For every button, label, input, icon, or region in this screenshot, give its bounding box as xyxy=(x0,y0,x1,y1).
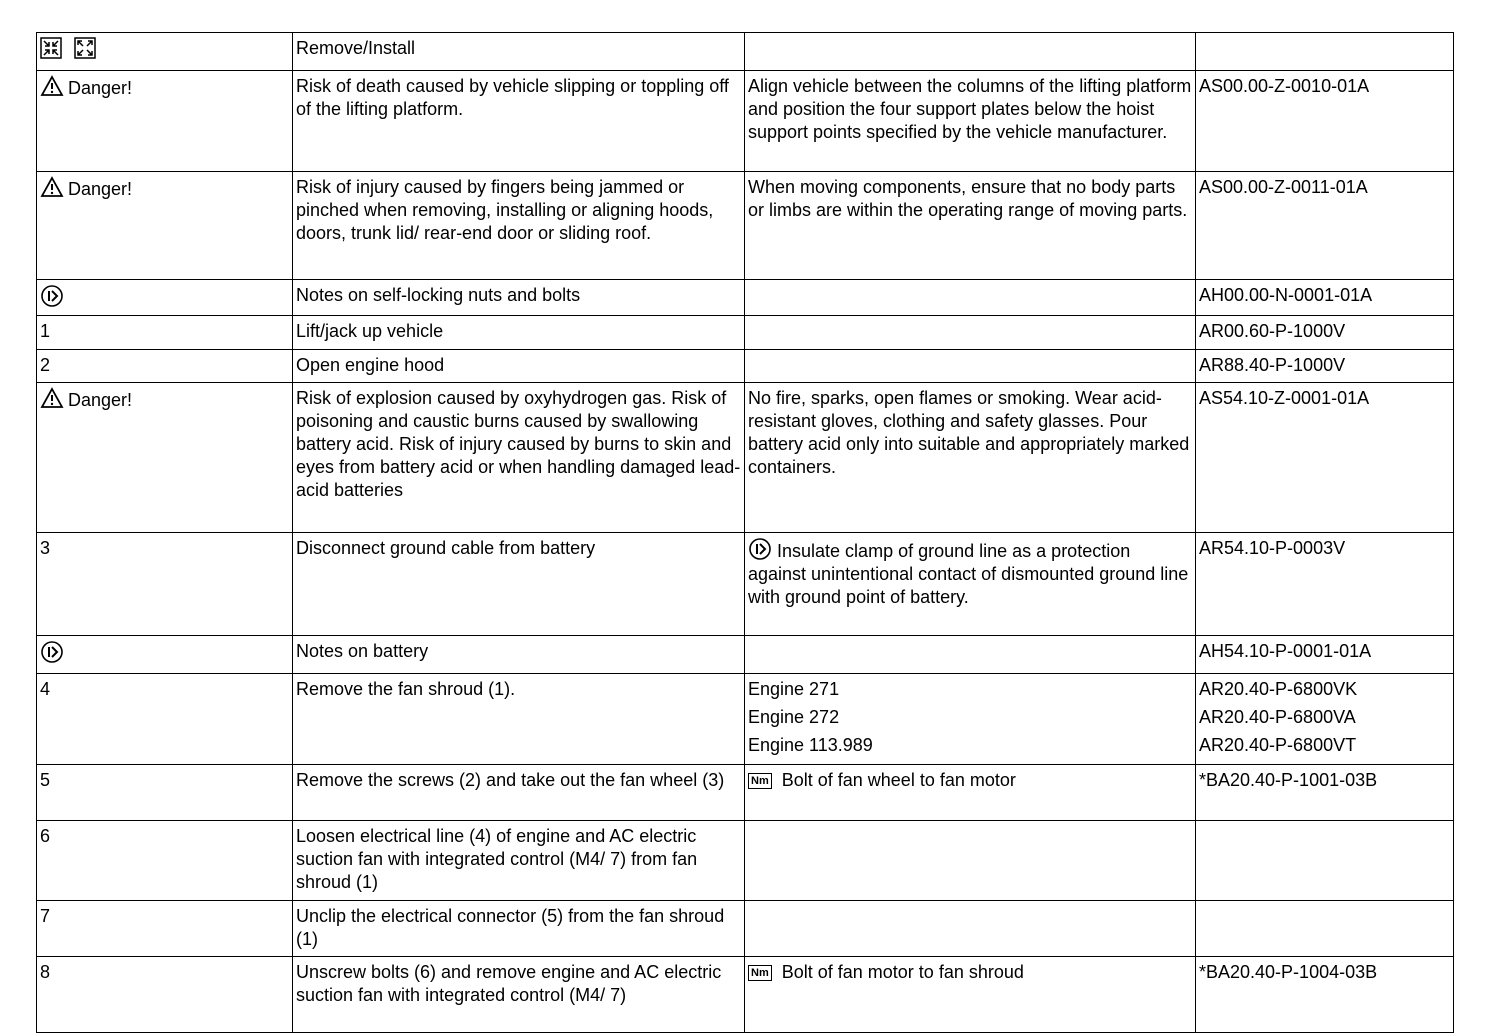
danger-label: Danger! xyxy=(68,78,133,98)
torque-icon: Nm xyxy=(748,773,772,789)
table-row xyxy=(37,765,1454,821)
step-cell: 7 xyxy=(37,901,293,957)
detail-text: Bolt of fan wheel to fan motor xyxy=(781,770,1016,790)
detail-cell xyxy=(745,280,1196,316)
table-row xyxy=(37,533,1454,636)
task-cell: Unclip the electrical connector (5) from the fan shroud (1) xyxy=(293,901,745,957)
detail-cell xyxy=(745,350,1196,383)
detail-cell xyxy=(745,821,1196,901)
remove-icon xyxy=(40,37,62,59)
detail-cell: When moving components, ensure that no body parts or limbs are within the operating range of moving parts. xyxy=(745,172,1196,280)
ref-cell: AH00.00-N-0001-01A xyxy=(1196,280,1454,316)
engine-label: Engine 113.989 xyxy=(748,735,873,755)
task-cell: Risk of explosion caused by oxyhydrogen gas. Risk of poisoning and caustic burns caused by swallowing battery acid. Risk of injury caused by burns to skin and eyes from battery acid or when handling damaged lead-acid batteries xyxy=(293,383,745,533)
ref-cell xyxy=(1196,901,1454,957)
ref-link: AR20.40-P-6800VA xyxy=(1199,707,1356,727)
step-cell xyxy=(37,636,293,674)
detail-cell xyxy=(745,901,1196,957)
task-cell: Loosen electrical line (4) of engine and AC electric suction fan with integrated control (M4/ 7) from fan shroud (1) xyxy=(293,821,745,901)
task-cell: Risk of death caused by vehicle slipping or toppling off of the lifting platform. xyxy=(293,71,745,172)
ref-cell: *BA20.40-P-1001-03B xyxy=(1196,765,1454,821)
step-cell: 8 xyxy=(37,957,293,1033)
note-icon xyxy=(40,284,64,308)
ref-cell: AH54.10-P-0001-01A xyxy=(1196,636,1454,674)
table-row xyxy=(37,172,1454,280)
step-cell: 2 xyxy=(37,350,293,383)
procedure-table xyxy=(36,32,1454,1033)
table-row xyxy=(37,71,1454,172)
ref-cell: AS54.10-Z-0001-01A xyxy=(1196,383,1454,533)
task-cell: Risk of injury caused by fingers being jammed or pinched when removing, installing or aligning hoods, doors, trunk lid/ rear-end door or sliding roof. xyxy=(293,172,745,280)
note-icon xyxy=(40,640,64,664)
ref-cell xyxy=(1196,33,1454,71)
warning-triangle-icon xyxy=(40,75,64,97)
detail-cell xyxy=(745,533,1196,636)
task-cell: Notes on self-locking nuts and bolts xyxy=(293,280,745,316)
detail-cell xyxy=(745,765,1196,821)
detail-text: Insulate clamp of ground line as a protection against unintentional contact of dismounted ground line with ground point of battery. xyxy=(748,541,1189,607)
detail-cell xyxy=(745,674,1196,765)
torque-icon: Nm xyxy=(748,965,772,981)
table-row xyxy=(37,636,1454,674)
step-cell xyxy=(37,383,293,533)
task-cell: Lift/jack up vehicle xyxy=(293,316,745,350)
note-icon xyxy=(748,537,772,561)
step-cell: 1 xyxy=(37,316,293,350)
ref-cell: AS00.00-Z-0010-01A xyxy=(1196,71,1454,172)
detail-cell xyxy=(745,957,1196,1033)
detail-cell xyxy=(745,636,1196,674)
table-row xyxy=(37,674,1454,765)
step-cell: 3 xyxy=(37,533,293,636)
task-cell: Remove the screws (2) and take out the fan wheel (3) xyxy=(293,765,745,821)
task-cell: Remove/Install xyxy=(293,33,745,71)
step-cell: 5 xyxy=(37,765,293,821)
ref-link: AR20.40-P-6800VT xyxy=(1199,735,1357,755)
ref-cell xyxy=(1196,674,1454,765)
engine-label: Engine 271 xyxy=(748,679,840,699)
task-cell: Open engine hood xyxy=(293,350,745,383)
step-cell: 6 xyxy=(37,821,293,901)
table-row xyxy=(37,33,1454,71)
step-cell xyxy=(37,172,293,280)
task-cell: Notes on battery xyxy=(293,636,745,674)
table-row xyxy=(37,280,1454,316)
danger-label: Danger! xyxy=(68,179,133,199)
detail-cell: Align vehicle between the columns of the lifting platform and position the four support plates below the hoist support points specified by the vehicle manufacturer. xyxy=(745,71,1196,172)
table-row xyxy=(37,901,1454,957)
task-cell: Remove the fan shroud (1). xyxy=(293,674,745,765)
step-cell xyxy=(37,33,293,71)
table-row xyxy=(37,350,1454,383)
table-row xyxy=(37,957,1454,1033)
ref-cell: AR00.60-P-1000V xyxy=(1196,316,1454,350)
task-cell: Unscrew bolts (6) and remove engine and AC electric suction fan with integrated control (M4/ 7) xyxy=(293,957,745,1033)
warning-triangle-icon xyxy=(40,387,64,409)
warning-triangle-icon xyxy=(40,176,64,198)
step-cell: 4 xyxy=(37,674,293,765)
task-cell: Disconnect ground cable from battery xyxy=(293,533,745,636)
detail-cell xyxy=(745,33,1196,71)
engine-label: Engine 272 xyxy=(748,707,840,727)
ref-cell: AS00.00-Z-0011-01A xyxy=(1196,172,1454,280)
ref-cell: AR54.10-P-0003V xyxy=(1196,533,1454,636)
table-row xyxy=(37,821,1454,901)
detail-text: Bolt of fan motor to fan shroud xyxy=(781,962,1024,982)
ref-cell: AR88.40-P-1000V xyxy=(1196,350,1454,383)
install-icon xyxy=(74,37,96,59)
detail-cell: No fire, sparks, open flames or smoking. Wear acid-resistant gloves, clothing and safety glasses. Pour battery acid only into suitable and appropriately marked containers. xyxy=(745,383,1196,533)
table-row xyxy=(37,383,1454,533)
step-cell xyxy=(37,280,293,316)
table-row xyxy=(37,316,1454,350)
ref-cell xyxy=(1196,821,1454,901)
detail-cell xyxy=(745,316,1196,350)
danger-label: Danger! xyxy=(68,390,133,410)
ref-link: AR20.40-P-6800VK xyxy=(1199,679,1358,699)
step-cell xyxy=(37,71,293,172)
ref-cell: *BA20.40-P-1004-03B xyxy=(1196,957,1454,1033)
